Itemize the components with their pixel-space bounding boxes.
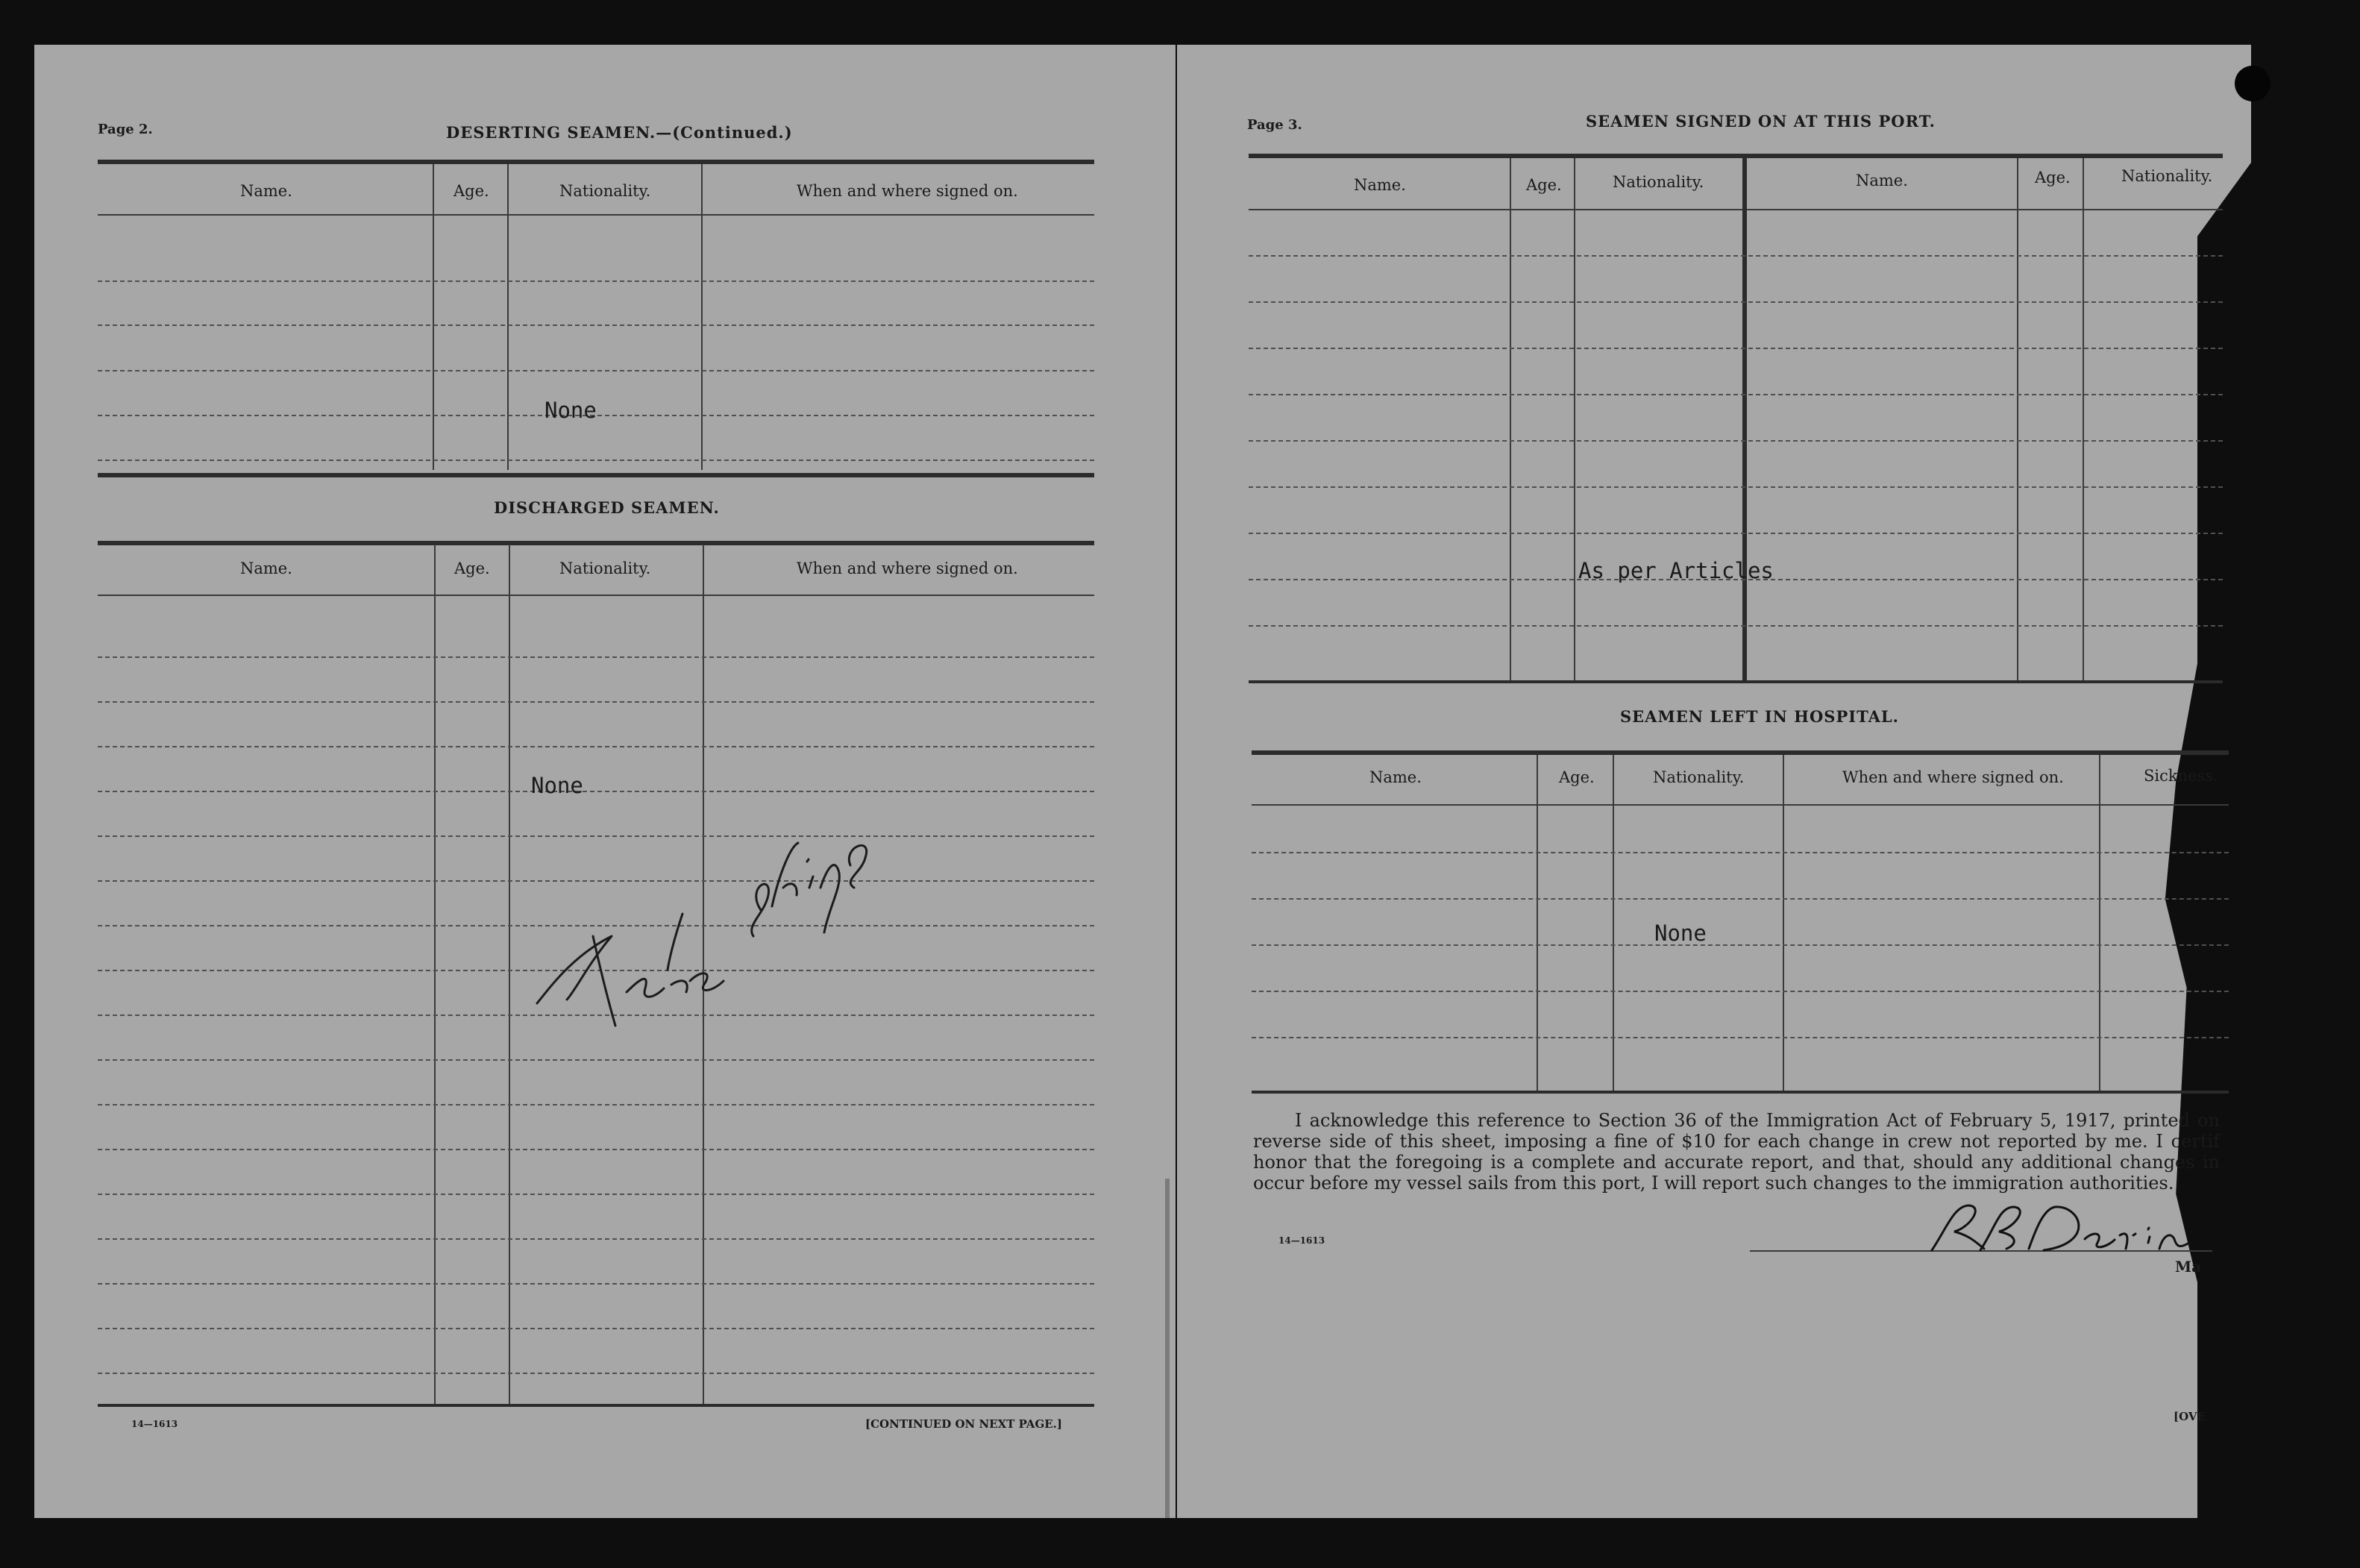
form-number-right: 14—1613 — [1278, 1235, 1325, 1246]
table-top-rule — [1249, 154, 2223, 158]
row-rule — [98, 1149, 1094, 1150]
col-when-where: When and where signed on. — [797, 182, 1018, 200]
over-footer: [OVE — [2174, 1410, 2206, 1423]
row-rule — [98, 746, 1094, 747]
row-rule — [98, 280, 1094, 282]
table-top-rule — [98, 541, 1094, 545]
page-label-left: Page 2. — [98, 122, 153, 137]
col-age: Age. — [1559, 768, 1595, 786]
row-rule — [1252, 944, 2229, 946]
col-age: Age. — [454, 182, 489, 200]
row-rule — [1252, 898, 2229, 900]
col-when-where: When and where signed on. — [797, 559, 1018, 577]
table-bottom-rule — [1249, 680, 2223, 683]
col-age: Age. — [454, 559, 490, 577]
table-top-rule — [1252, 750, 2229, 755]
row-rule — [1249, 533, 2223, 534]
row-rule — [1249, 255, 2223, 257]
column-divider — [509, 545, 510, 1406]
row-rule — [98, 1104, 1094, 1106]
row-rule — [1249, 301, 2223, 303]
row-rule — [98, 324, 1094, 326]
table-top-rule — [98, 160, 1094, 164]
col-name: Name. — [1354, 176, 1406, 194]
col-age: Age. — [2035, 169, 2071, 186]
col-nationality: Nationality. — [2121, 167, 2213, 185]
row-rule — [98, 1328, 1094, 1329]
row-rule — [1249, 625, 2223, 627]
table-bottom-rule — [98, 473, 1094, 477]
col-name: Name. — [1369, 768, 1422, 786]
continued-footer: [CONTINUED ON NEXT PAGE.] — [865, 1417, 1063, 1431]
row-rule — [98, 656, 1094, 658]
col-age: Age. — [1526, 176, 1562, 194]
col-name: Name. — [1856, 172, 1908, 189]
double-divider — [1742, 158, 1747, 680]
column-divider — [2083, 158, 2084, 680]
row-rule — [1249, 348, 2223, 349]
row-rule — [1252, 852, 2229, 853]
discharged-seamen-title: DISCHARGED SEAMEN. — [494, 498, 720, 517]
row-rule — [98, 701, 1094, 703]
column-divider — [433, 164, 434, 470]
header-rule — [1249, 209, 2223, 210]
row-rule — [1252, 991, 2229, 992]
column-divider — [434, 545, 436, 1406]
column-divider — [507, 164, 509, 470]
punch-hole — [2235, 66, 2270, 101]
row-rule — [1249, 440, 2223, 442]
column-divider — [701, 164, 703, 470]
row-rule — [98, 370, 1094, 371]
col-name: Name. — [240, 559, 292, 577]
column-divider — [2099, 755, 2100, 1092]
row-rule — [98, 1238, 1094, 1240]
captain-signature — [1924, 1198, 2223, 1258]
row-rule — [1252, 1037, 2229, 1038]
col-name: Name. — [240, 182, 292, 200]
col-nationality: Nationality. — [559, 559, 651, 577]
page-label-right: Page 3. — [1247, 117, 1302, 133]
form-number-left: 14—1613 — [131, 1419, 178, 1429]
header-rule — [98, 214, 1094, 216]
column-divider — [2017, 158, 2018, 680]
col-when-where: When and where signed on. — [1842, 768, 2064, 786]
table-bottom-rule — [98, 1404, 1094, 1407]
acknowledgment-paragraph: I acknowledge this reference to Section 36 of the Immigration Act of February 5, 1917, printed on reverse side of this sheet, imposing a fine of $10 for each change in crew not reported by me. I certif honor that the foregoing is a complete and accurate report, and that, should any additional changes in occur before my vessel sails from this port, I will report such changes to the immigration authorities. — [1253, 1110, 2220, 1194]
signed-on-entry: As per Articles — [1578, 558, 1774, 583]
col-sickness: Sickness. — [2144, 767, 2218, 785]
column-divider — [1783, 755, 1784, 1092]
header-rule — [1252, 804, 2229, 806]
row-rule — [98, 1059, 1094, 1061]
page-gutter — [1165, 1179, 1170, 1518]
row-rule — [98, 1373, 1094, 1374]
row-rule — [98, 1194, 1094, 1195]
col-nationality: Nationality. — [1653, 768, 1745, 786]
col-nationality: Nationality. — [559, 182, 651, 200]
row-rule — [1249, 394, 2223, 395]
discharged-entry: None — [531, 773, 583, 798]
row-rule — [98, 1283, 1094, 1285]
deserting-entry: None — [545, 398, 597, 423]
row-rule — [98, 460, 1094, 461]
column-divider — [1574, 158, 1575, 680]
table-bottom-rule — [1252, 1091, 2229, 1094]
column-divider — [1537, 755, 1538, 1092]
signed-on-title: SEAMEN SIGNED ON AT THIS PORT. — [1586, 112, 1936, 131]
signature-title: Ma — [2175, 1258, 2202, 1276]
column-divider — [1510, 158, 1511, 680]
handwritten-annotation — [522, 776, 925, 1044]
hospital-title: SEAMEN LEFT IN HOSPITAL. — [1620, 707, 1899, 726]
header-rule — [98, 595, 1094, 596]
deserting-seamen-title: DESERTING SEAMEN.—(Continued.) — [446, 123, 793, 142]
row-rule — [1249, 486, 2223, 488]
col-nationality: Nationality. — [1613, 173, 1704, 191]
column-divider — [1613, 755, 1614, 1092]
hospital-entry: None — [1654, 921, 1707, 946]
